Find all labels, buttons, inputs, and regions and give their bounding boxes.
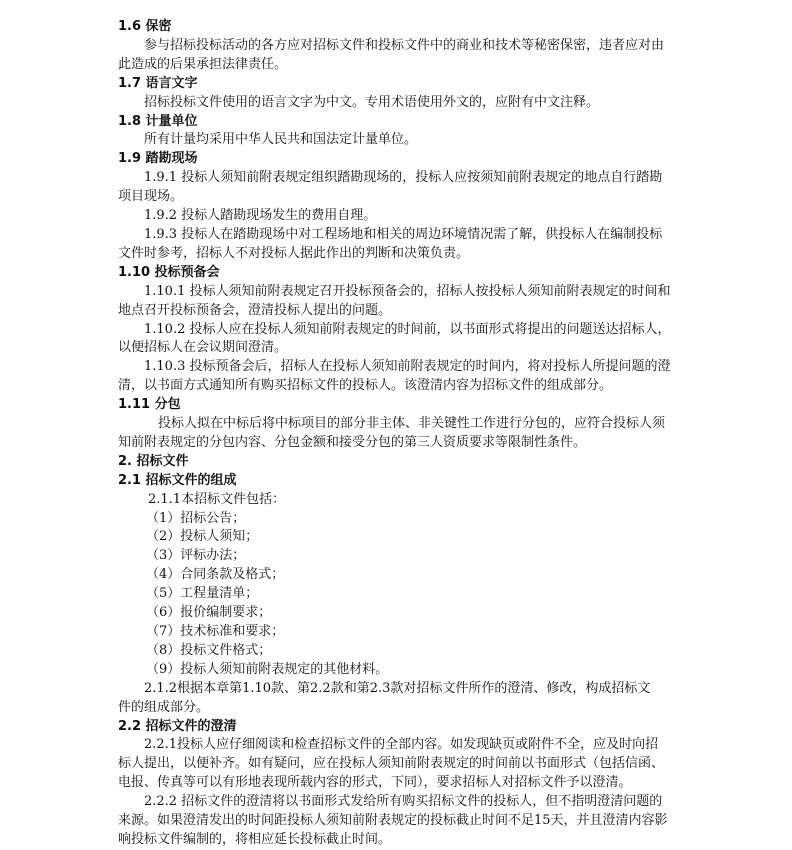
- paragraph-line: 1.9.1 投标人须知前附表规定组织踏勘现场的，投标人应按须知前附表规定的地点自行踏勘: [144, 170, 663, 186]
- paragraph-line: 招标投标文件使用的语言文字为中文。专用术语使用外文的，应附有中文注释。: [144, 94, 600, 110]
- paragraph-line: 此造成的后果承担法律责任。: [118, 56, 288, 72]
- section-heading: 2.2 招标文件的澄清: [118, 718, 237, 734]
- paragraph-line: 地点召开投标预备会，澄清投标人提出的问题。: [118, 302, 392, 318]
- paragraph-line: 所有计量均采用中华人民共和国法定计量单位。: [144, 132, 418, 148]
- list-item: （1）招标公告；: [146, 510, 246, 526]
- paragraph-line: 投标人拟在中标后将中标项目的部分非主体、非关键性工作进行分包的，应符合投标人须: [158, 416, 666, 432]
- paragraph-line: 以便招标人在会议期间澄清。: [118, 340, 288, 356]
- list-item: （2）投标人须知；: [146, 529, 259, 545]
- paragraph-line: 2.1.1本招标文件包括：: [148, 491, 286, 507]
- paragraph-line: 2.2.2 招标文件的澄清将以书面形式发给所有购买招标文件的投标人，但不指明澄清问题的: [144, 794, 663, 810]
- list-item: （5）工程量清单；: [146, 586, 259, 602]
- paragraph-line: 1.10.3 投标预备会后，招标人在投标人须知前附表规定的时间内，将对投标人所提问题的澄: [144, 359, 671, 375]
- list-item: （7）技术标准和要求；: [146, 624, 285, 639]
- section-heading: 1.10 投标预备会: [118, 264, 220, 280]
- section-heading: 2. 招标文件: [118, 453, 189, 469]
- paragraph-line: 1.10.1 投标人须知前附表规定召开投标预备会的，招标人按投标人须知前附表规定的时间和: [144, 283, 671, 299]
- section-heading: 1.6 保密: [118, 19, 172, 34]
- section-heading: 1.7 语言文字: [118, 75, 198, 91]
- section-heading: 2.1 招标文件的组成: [118, 472, 237, 488]
- list-item: （6）报价编制要求；: [146, 605, 272, 621]
- paragraph-line: 知前附表规定的分包内容、分包金额和接受分包的第三人资质要求等限制性条件。: [118, 434, 587, 450]
- paragraph-line: 标人提出，以便补齐。如有疑问，应在投标人须知前附表规定的时间前以书面形式（包括信函、: [118, 756, 665, 772]
- paragraph-line: 1.9.3 投标人在踏勘现场中对工程场地和相关的周边环境情况需了解，供投标人在编制投标: [144, 226, 663, 242]
- paragraph-line: 来源。如果澄清发出的时间距投标人须知前附表规定的投标截止时间不足15天，并且澄清内容影: [118, 813, 668, 829]
- paragraph-line: 参与招标投标活动的各方应对招标文件和投标文件中的商业和技术等秘密保密，违者应对由: [144, 37, 665, 53]
- list-item: （8）投标文件格式；: [146, 642, 272, 658]
- paragraph-line: 1.9.2 投标人踏勘现场发生的费用自理。: [144, 208, 377, 224]
- paragraph-line: 1.10.2 投标人应在投标人须知前附表规定的时间前，以书面形式将提出的问题送达招标人，: [144, 321, 671, 337]
- paragraph-line: 电报、传真等可以有形地表现所载内容的形式，下同），要求招标人对招标文件予以澄清。: [118, 775, 632, 791]
- section-heading: 1.8 计量单位: [118, 113, 198, 129]
- list-item: （3）评标办法；: [146, 548, 246, 564]
- paragraph-line: 件的组成部分。: [118, 699, 210, 715]
- paragraph-line: 清，以书面方式通知所有购买招标文件的投标人。该澄清内容为招标文件的组成部分。: [118, 378, 613, 394]
- paragraph-line: 文件时参考，招标人不对投标人据此作出的判断和决策负责。: [118, 245, 470, 261]
- document-page: [118, 18, 710, 850]
- paragraph-line: 项目现场。: [118, 189, 184, 205]
- list-item: （9）投标人须知前附表规定的其他材料。: [146, 661, 389, 677]
- list-item: （4）合同条款及格式；: [146, 567, 285, 583]
- paragraph-line: 2.2.1投标人应仔细阅读和检查招标文件的全部内容。如发现缺页或附件不全，应及时向招: [144, 737, 659, 753]
- paragraph-line: 响投标文件编制的，将相应延长投标截止时间。: [118, 831, 392, 847]
- section-heading: 1.9 踏勘现场: [118, 151, 198, 167]
- section-heading: 1.11 分包: [118, 397, 181, 413]
- paragraph-line: 2.1.2根据本章第1.10款、第2.2款和第2.3款对招标文件所作的澄清、修改，构成招标文: [144, 680, 651, 696]
